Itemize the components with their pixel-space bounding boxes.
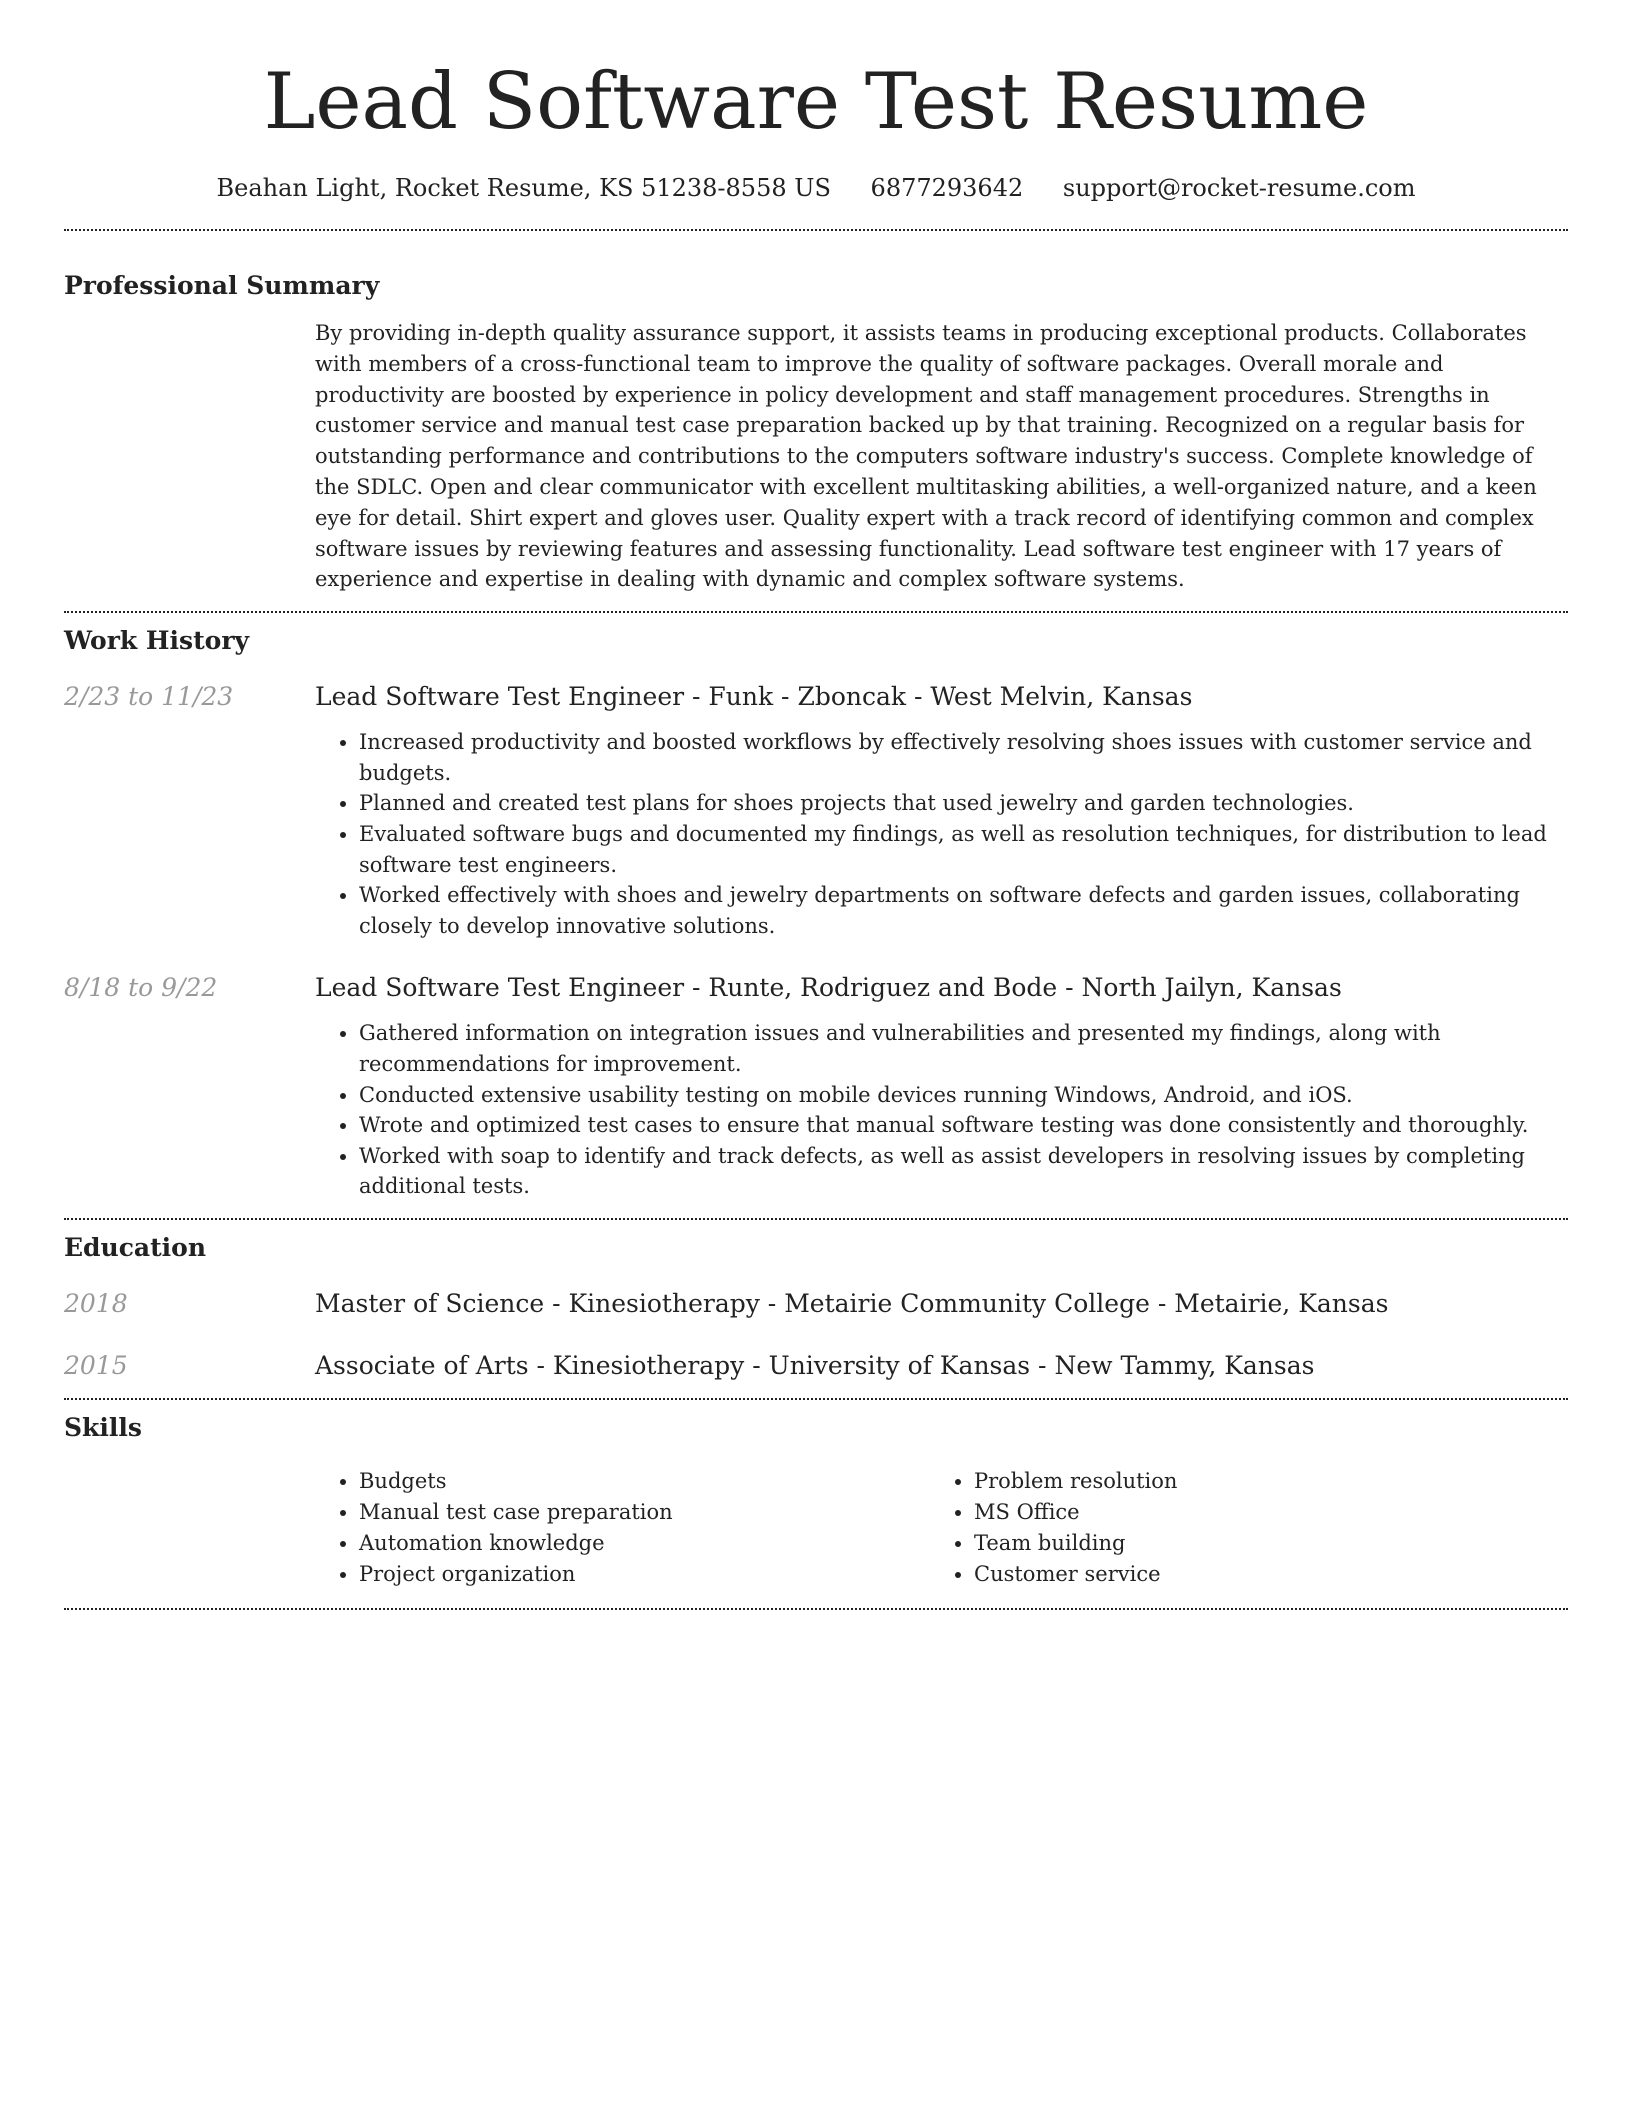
job-bullet: • Planned and created test plans for shoes projects that used jewelry and garden technologies. — [359, 788, 1568, 819]
work-history-section — [64, 624, 1568, 1202]
job-entry — [64, 973, 1568, 1202]
contact-email: support@rocket-resume.com — [1062, 174, 1416, 202]
skill-item: • Manual test case preparation — [359, 1497, 930, 1528]
section-heading-education: Education — [64, 1232, 207, 1262]
job-bullet: • Worked with soap to identify and track defects, as well as assist developers in resolving issues by completing additional tests. — [359, 1141, 1568, 1202]
skill-item: • Problem resolution — [974, 1466, 1545, 1497]
job-bullets — [64, 727, 1568, 941]
education-degree: Associate of Arts - Kinesiotherapy - University of Kansas - New Tammy, Kansas — [315, 1350, 1315, 1380]
job-bullet: • Wrote and optimized test cases to ensure that manual software testing was done consistently and thoroughly. — [359, 1110, 1568, 1141]
job-dates: 2/23 to 11/23 — [64, 682, 234, 712]
divider — [64, 611, 1568, 613]
section-heading-work-history: Work History — [64, 626, 250, 656]
skills-list-right — [930, 1466, 1545, 1590]
section-heading-summary: Professional Summary — [64, 271, 380, 300]
job-title: Lead Software Test Engineer - Runte, Rodriguez and Bode - North Jailyn, Kansas — [315, 973, 1342, 1003]
resume-page — [64, 0, 1568, 1610]
skill-item: • Team building — [974, 1528, 1545, 1559]
education-section — [64, 1231, 1568, 1380]
summary-section — [64, 269, 1568, 595]
job-bullet: • Gathered information on integration issues and vulnerabilities and presented my findings, along with recommendations for improvement. — [359, 1018, 1568, 1079]
divider — [64, 229, 1568, 231]
contact-address: Beahan Light, Rocket Resume, KS 51238-8558 US — [216, 174, 831, 202]
job-bullet: • Increased productivity and boosted workflows by effectively resolving shoes issues with customer service and budgets. — [359, 727, 1568, 788]
skill-item: • Budgets — [359, 1466, 930, 1497]
skills-section — [64, 1411, 1568, 1590]
skills-list-left — [315, 1466, 930, 1590]
job-dates: 8/18 to 9/22 — [64, 973, 218, 1003]
skills-columns — [315, 1466, 1568, 1590]
education-year: 2018 — [64, 1288, 128, 1318]
job-header — [64, 973, 1568, 1002]
skill-item: • Customer service — [974, 1559, 1545, 1590]
divider — [64, 1218, 1568, 1220]
contact-phone: 6877293642 — [870, 174, 1024, 202]
summary-text: By providing in-depth quality assurance support, it assists teams in producing exceptional products. Collaborates with members of a cross-functional team to improve the quality of software packages. Overall morale and productivity are boosted by experience in policy development and staff management procedures. Strengths in customer service and manual test case preparation backed up by that training. Recognized on a regular basis for outstanding performance and contributions to the computers software industry's success. Complete knowledge of the SDLC. Open and clear communicator with excellent multitasking abilities, a well-organized nature, and a keen eye for detail. Shirt expert and gloves user. Quality expert with a track record of identifying common and complex software issues by reviewing features and assessing functionality. Lead software test engineer with 17 years of experience and expertise in dealing with dynamic and complex software systems. — [315, 321, 1537, 592]
divider — [64, 1608, 1568, 1610]
skill-item: • Automation knowledge — [359, 1528, 930, 1559]
education-entry — [64, 1289, 1568, 1318]
education-entry — [64, 1351, 1568, 1380]
education-degree: Master of Science - Kinesiotherapy - Metairie Community College - Metairie, Kansas — [315, 1288, 1389, 1318]
job-bullet: • Evaluated software bugs and documented my findings, as well as resolution techniques, for distribution to lead software test engineers. — [359, 819, 1568, 880]
job-bullet: • Conducted extensive usability testing on mobile devices running Windows, Android, and iOS. — [359, 1080, 1568, 1111]
skill-item: • Project organization — [359, 1559, 930, 1590]
resume-title: Lead Software Test Resume — [263, 57, 1369, 147]
section-heading-skills: Skills — [64, 1412, 142, 1442]
job-header — [64, 682, 1568, 711]
job-entry — [64, 682, 1568, 941]
education-year: 2015 — [64, 1350, 128, 1380]
skill-item: • MS Office — [974, 1497, 1545, 1528]
job-title: Lead Software Test Engineer - Funk - Zboncak - West Melvin, Kansas — [315, 682, 1193, 712]
job-bullets — [64, 1018, 1568, 1202]
contact-line — [64, 171, 1568, 205]
divider — [64, 1398, 1568, 1400]
job-bullet: • Worked effectively with shoes and jewelry departments on software defects and garden issues, collaborating closely to develop innovative solutions. — [359, 880, 1568, 941]
